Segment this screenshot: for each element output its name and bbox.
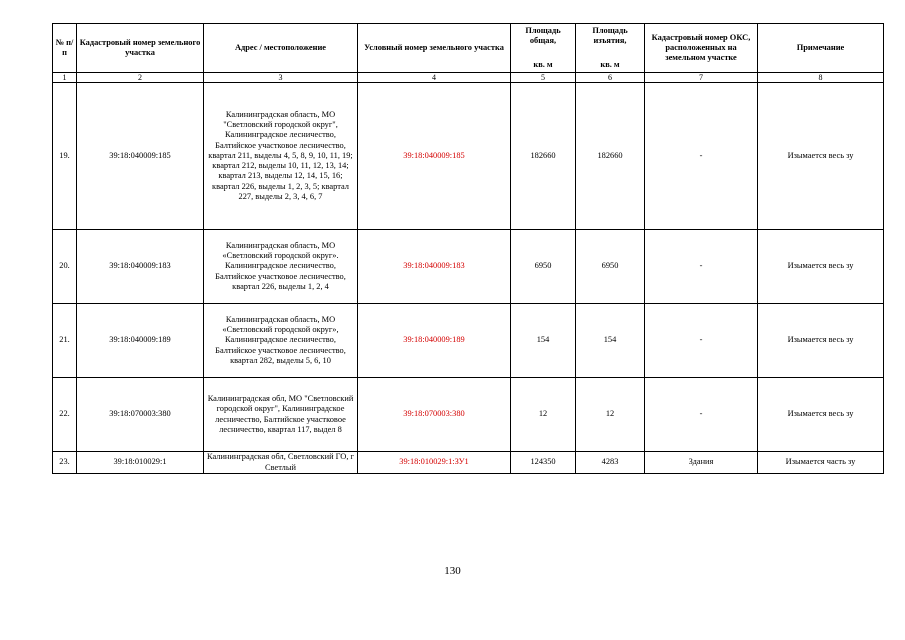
table-row (53, 83, 884, 230)
cadastral-number: 39:18:040009:185 (77, 83, 204, 230)
column-number: 1 (53, 73, 77, 83)
conditional-number: 39:18:040009:183 (358, 230, 511, 304)
cadastral-number: 39:18:040009:183 (77, 230, 204, 304)
table-row (53, 378, 884, 452)
table-row (53, 304, 884, 378)
header-cadastral-number: Кадастровый номер земельного участка (77, 24, 204, 73)
header-area-total-title: Площадь общая, (525, 26, 561, 46)
header-area-seized-unit: кв. м (600, 59, 620, 69)
address: Калининградская обл, Светловский ГО, г Светлый (204, 452, 358, 474)
area-total: 12 (511, 378, 576, 452)
area-total: 6950 (511, 230, 576, 304)
header-area-total-unit: кв. м (533, 59, 553, 69)
row-number: 21. (53, 304, 77, 378)
column-number: 7 (645, 73, 758, 83)
land-plots-table (52, 23, 884, 474)
header-num: № п/ п (53, 24, 77, 73)
header-address: Адрес / местоположение (204, 24, 358, 73)
row-number: 20. (53, 230, 77, 304)
column-number: 3 (204, 73, 358, 83)
column-number: 6 (576, 73, 645, 83)
column-number: 2 (77, 73, 204, 83)
oks-number: - (645, 304, 758, 378)
table-row (53, 452, 884, 474)
column-number: 5 (511, 73, 576, 83)
conditional-number: 39:18:040009:185 (358, 83, 511, 230)
conditional-number: 39:18:010029:1:ЗУ1 (358, 452, 511, 474)
note: Изымается весь зу (758, 83, 884, 230)
area-total: 124350 (511, 452, 576, 474)
area-seized: 4283 (576, 452, 645, 474)
note: Изымается весь зу (758, 230, 884, 304)
column-number: 8 (758, 73, 884, 83)
note: Изымается часть зу (758, 452, 884, 474)
table-row (53, 230, 884, 304)
area-total: 182660 (511, 83, 576, 230)
address: Калининградская область, МО «Светловский городской округ», Калининградское лесничество, Балтийское участковое лесничество, квартал 282, выделы 5, 6, 10 (204, 304, 358, 378)
header-row (53, 24, 884, 73)
header-conditional-number: Условный номер земельного участка (358, 24, 511, 73)
row-number: 22. (53, 378, 77, 452)
address: Калининградская область, МО "Светловский городской округ", Калининградское лесничество, Балтийское участковое лесничество, квартал 211, выделы 4, 5, 8, 9, 10, 11, 19; квартал 212, выделы 10, 11, 12, 13, 14; квартал 213, выделы 12, 14, 15, 16; квартал 226, выделы 1, 2, 3, 5; квартал 227, выделы 2, 3, 4, 6, 7 (204, 83, 358, 230)
area-seized: 6950 (576, 230, 645, 304)
header-area-seized (576, 24, 645, 73)
column-number-row (53, 73, 884, 83)
column-number: 4 (358, 73, 511, 83)
page-number: 130 (444, 565, 461, 577)
row-number: 19. (53, 83, 77, 230)
area-total: 154 (511, 304, 576, 378)
cadastral-number: 39:18:010029:1 (77, 452, 204, 474)
note: Изымается весь зу (758, 378, 884, 452)
conditional-number: 39:18:040009:189 (358, 304, 511, 378)
oks-number: - (645, 378, 758, 452)
oks-number: - (645, 83, 758, 230)
area-seized: 12 (576, 378, 645, 452)
address: Калининградская область, МО «Светловский городской округ». Калининградское лесничество, Балтийское участковое лесничество, квартал 226, выделы 1, 2, 4 (204, 230, 358, 304)
header-oks-number: Кадастровый номер ОКС, расположенных на земельном участке (645, 24, 758, 73)
cadastral-number: 39:18:040009:189 (77, 304, 204, 378)
note: Изымается весь зу (758, 304, 884, 378)
address: Калининградская обл, МО "Светловский городской округ", Калининградское лесничество, Балтийское участковое лесничество, квартал 117, выдел 8 (204, 378, 358, 452)
area-seized: 154 (576, 304, 645, 378)
area-seized: 182660 (576, 83, 645, 230)
oks-number: - (645, 230, 758, 304)
oks-number: Здания (645, 452, 758, 474)
row-number: 23. (53, 452, 77, 474)
header-area-seized-title: Площадь изъятия, (592, 26, 628, 46)
conditional-number: 39:18:070003:380 (358, 378, 511, 452)
header-note: Примечание (758, 24, 884, 73)
header-area-total (511, 24, 576, 73)
cadastral-number: 39:18:070003:380 (77, 378, 204, 452)
